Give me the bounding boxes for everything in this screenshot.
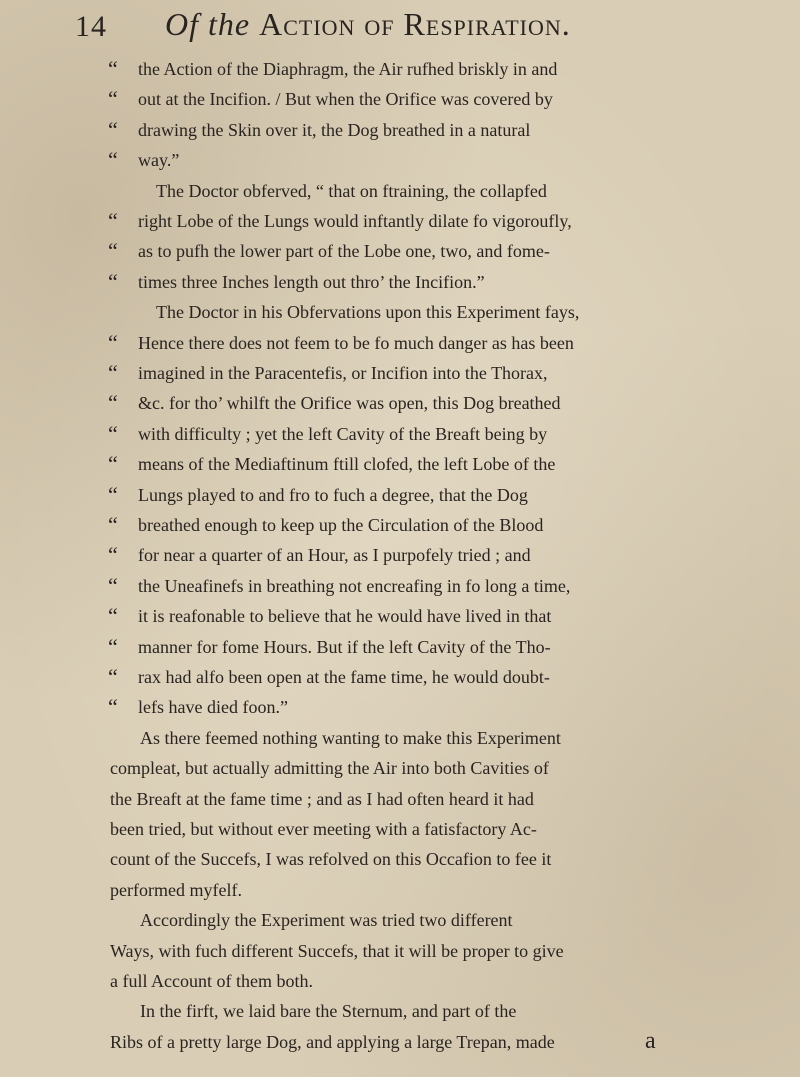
text-line: the Uneafinefs in breathing not encreafing in fo long a time, [138,575,571,596]
running-title-main: Action of Respiration. [259,6,571,42]
text-line: lefs have died foon.” [138,697,288,718]
text-line: count of the Succefs, I was refolved on this Occafion to fee it [110,849,552,870]
text-line: the Breaft at the fame time ; and as I had often heard it had [110,788,534,809]
text-line: The Doctor obferved, “ that on ftraining, the collapfed [156,180,547,201]
quote-mark: “ [108,56,118,81]
quote-mark: “ [108,542,118,568]
text-line: Lungs played to and fro to fuch a degree, that the Dog [138,484,528,505]
text-line: &c. for tho’ whilft the Orifice was open, this Dog breathed [138,393,561,414]
catchword: a [645,1028,656,1054]
text-line: Hence there does not feem to be fo much danger as has been [138,332,574,353]
text-line: The Doctor in his Obfervations upon this Experiment fays, [156,302,580,323]
page-number: 14 [75,10,107,43]
quote-mark: “ [108,603,118,629]
text-line: compleat, but actually admitting the Air into both Cavities of [110,758,549,779]
quote-mark: “ [108,238,118,264]
text-line: means of the Mediaftinum ftill clofed, the left Lobe of the [138,454,556,475]
quote-mark: “ [108,633,118,659]
text-line: Ways, with fuch different Succefs, that it will be proper to give [110,940,564,961]
quote-mark: “ [108,360,118,385]
quote-mark: “ [108,664,118,689]
text-line: breathed enough to keep up the Circulation of the Blood [138,515,544,535]
quote-mark: “ [108,572,118,598]
quote-mark: “ [108,147,118,173]
text-line: out at the Incifion. / But when the Orifice was covered by [138,89,553,110]
text-line: right Lobe of the Lungs would inftantly dilate fo vigoroufly, [138,211,572,231]
quote-mark: “ [108,268,118,294]
quote-mark: “ [108,420,118,446]
quote-mark: “ [108,86,118,112]
text-line: a full Account of them both. [110,971,313,991]
quote-mark: “ [108,694,118,720]
text-line: for near a quarter of an Hour, as I purpofely tried ; and [138,545,531,566]
quote-mark: “ [108,512,118,537]
text-line: as to pufh the lower part of the Lobe one, two, and fome- [138,241,550,262]
quote-mark: “ [108,481,118,507]
text-line: drawing the Skin over it, the Dog breathed in a natural [138,119,531,140]
text-line: the Action of the Diaphragm, the Air rufhed briskly in and [138,59,558,79]
text-line: manner for fome Hours. But if the left Cavity of the Tho- [138,636,551,657]
quote-mark: “ [108,116,118,142]
text-line: with difficulty ; yet the left Cavity of the Breaft being by [138,423,548,444]
page-header [75,0,775,50]
text-line: been tried, but without ever meeting with a fatisfactory Ac- [110,819,537,839]
text-line: it is reafonable to believe that he would have lived in that [138,606,552,627]
text-line: Ribs of a pretty large Dog, and applying a large Trepan, made [110,1031,555,1052]
quote-mark: “ [108,208,118,233]
quote-mark: “ [108,390,118,416]
text-line: rax had alfo been open at the fame time, he would doubt- [138,667,550,687]
quote-mark: “ [108,451,118,477]
quote-mark: “ [108,329,118,355]
text-line: As there feemed nothing wanting to make this Experiment [140,727,561,748]
text-line: In the firft, we laid bare the Sternum, and part of the [140,1001,517,1022]
running-title [165,6,571,43]
text-line: performed myfelf. [110,879,242,900]
text-line: times three Inches length out thro’ the Incifion.” [138,271,485,292]
text-line: way.” [138,150,180,171]
text-line: imagined in the Paracentefis, or Incifion into the Thorax, [138,363,548,383]
text-line: Accordingly the Experiment was tried two different [140,910,513,931]
running-title-prefix: Of the [165,6,251,42]
